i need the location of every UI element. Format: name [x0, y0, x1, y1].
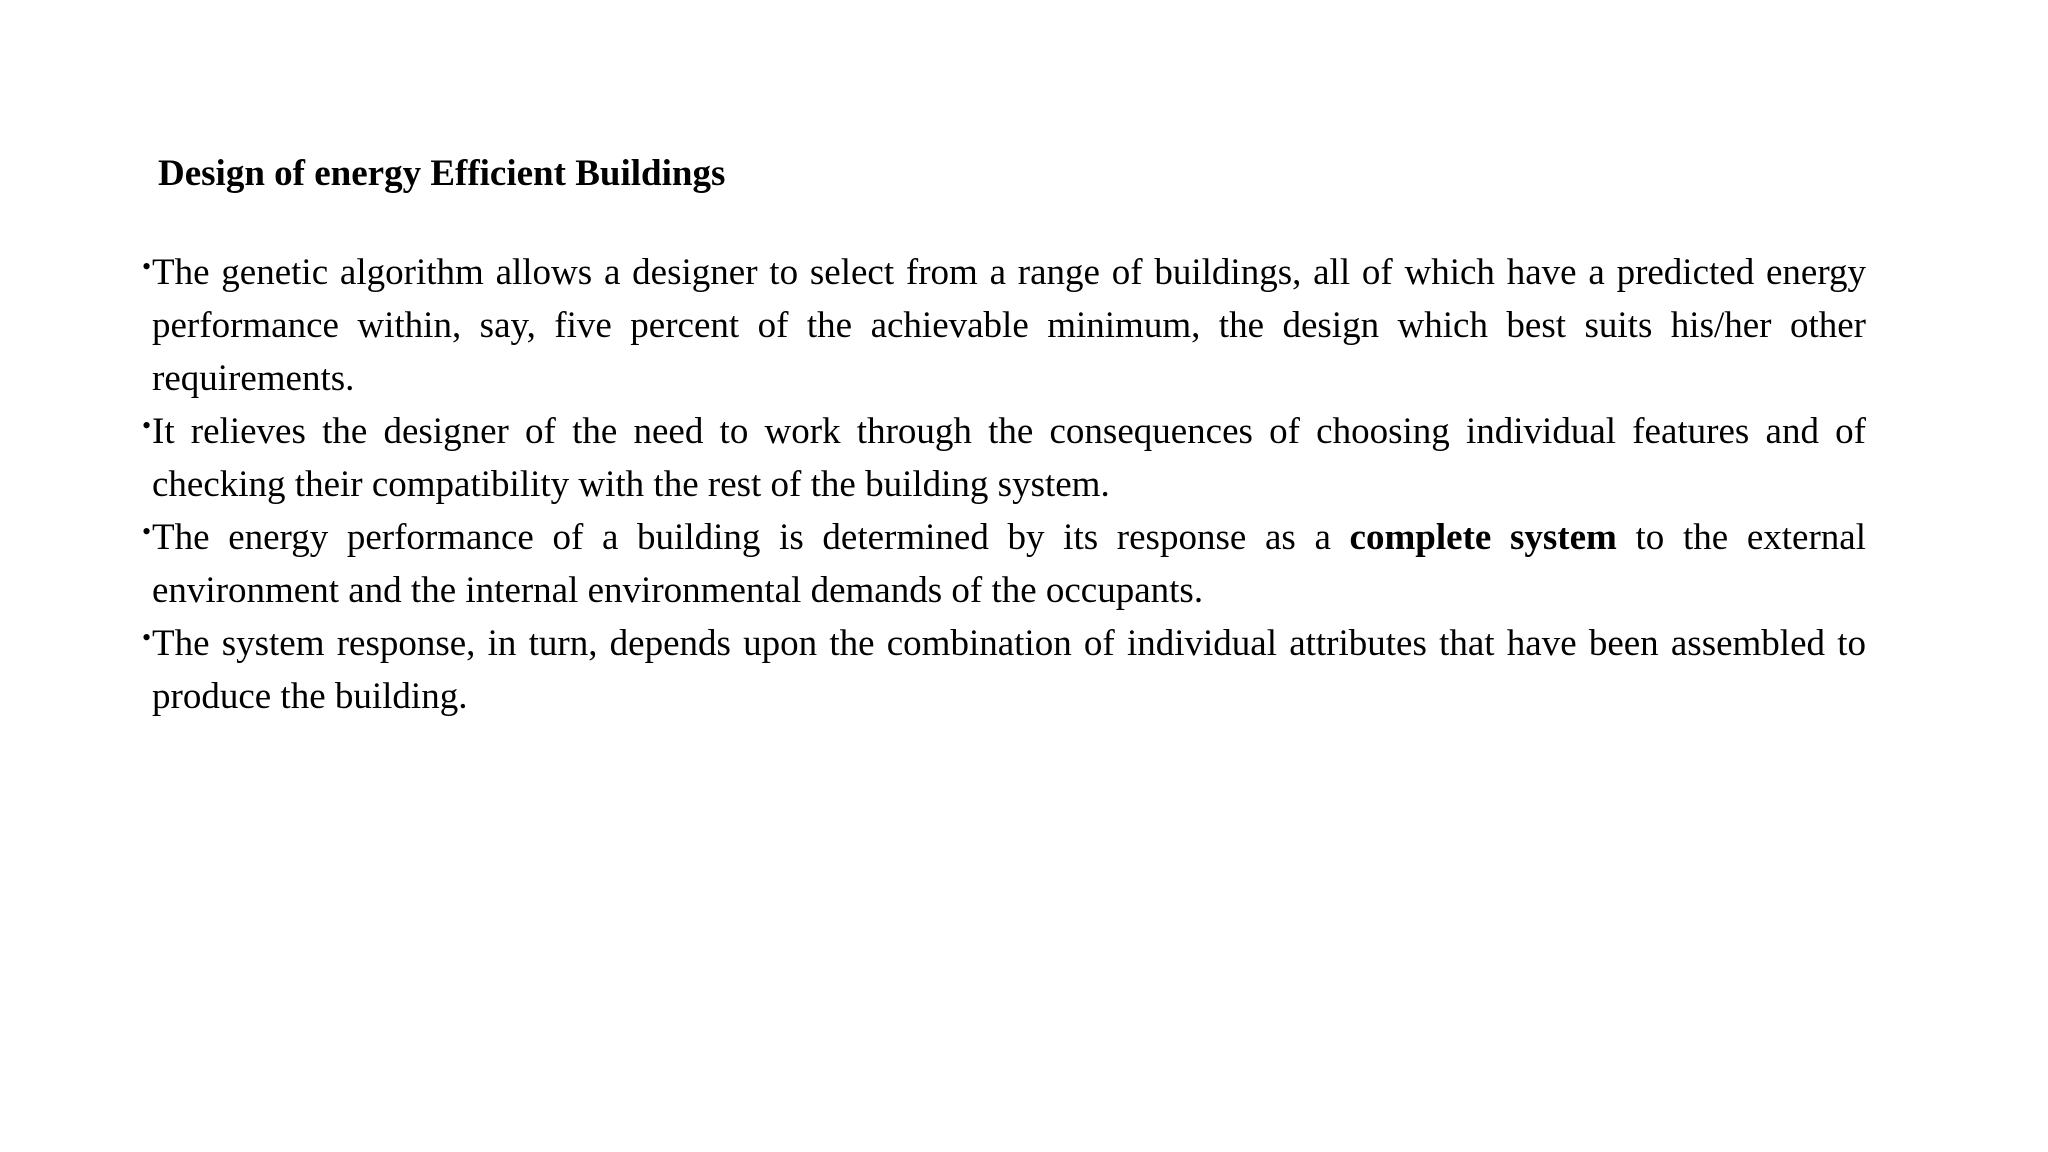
bullet-list: [142, 246, 1866, 723]
bullet-text-3-after: to the external environment and the internal environmental demands of the occupants.: [152, 517, 1867, 611]
bullet-text-1: The genetic algorithm allows a designer to select from a range of buildings, all of which have a predicted energy performance within, say, five percent of the achievable minimum, the design which best suits his/her other requirements.: [152, 252, 1866, 399]
bullet-icon: •: [142, 411, 152, 440]
bullet-item-3: [142, 511, 1866, 617]
bullet-text-3-emphasis: complete system: [1349, 517, 1617, 558]
bullet-item-4: [142, 617, 1866, 723]
bullet-icon: •: [142, 517, 152, 546]
bullet-icon: •: [142, 623, 152, 652]
bullet-icon: •: [142, 252, 152, 281]
bullet-text-3-before: The energy performance of a building is determined by its response as a: [152, 517, 1350, 558]
slide-title: Design of energy Efficient Buildings: [158, 153, 726, 194]
bullet-item-2: [142, 405, 1866, 511]
bullet-text-2: It relieves the designer of the need to work through the consequences of choosing individual features and of checking their compatibility with the rest of the building system.: [152, 411, 1866, 505]
bullet-text-4: The system response, in turn, depends upon the combination of individual attributes that have been assembled to produce the building.: [152, 623, 1866, 717]
bullet-item-1: [142, 246, 1866, 405]
